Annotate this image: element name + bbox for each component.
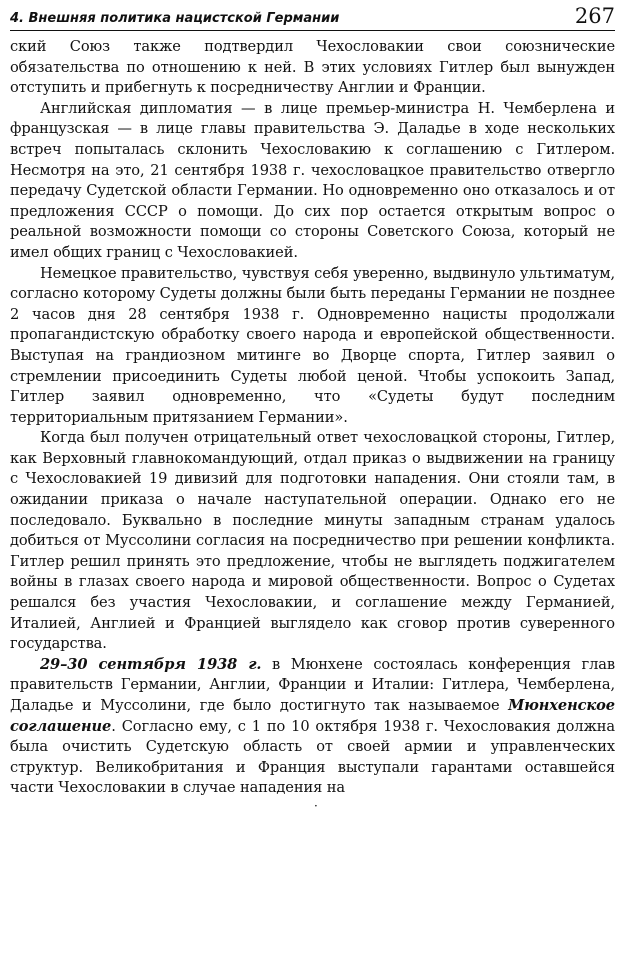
page-header	[10, 0, 615, 31]
stray-dot: ·	[314, 799, 318, 813]
paragraph: Когда был получен отрицательный ответ чехословацкой стороны, Гитлер, как Верховный главнокомандующий, отдал приказ о выдвижении на границу с Чехословакией 19 дивизий для подготовки нападения. Они стояли там, в ожидании приказа о начале наступательной операции. Однако его не последовало. Буквально в последние минуты западным странам удалось добиться от Муссолини согласия на посредничество при решении конфликта. Гитлер решил принять это предложение, чтобы не выглядеть поджигателем войны в глазах своего народа и мировой общественности. Вопрос о Судетах решался без участия Чехословакии, и соглашение между Германией, Италией, Англией и Францией выглядело как сговор против суверенного государства.	[10, 429, 615, 653]
paragraph-munich	[10, 655, 615, 799]
running-title: 4. Внешняя политика нацистской Германии	[10, 11, 340, 26]
paragraph-text: в Мюнхене состоялась конференция глав правительств Германии, Англии, Франции и Италии: Гитлера, Чемберлена, Даладье и Муссолини, где было достигнуто так называемое	[10, 655, 615, 714]
paragraph: ский Союз также подтвердил Чехословакии свои союзнические обязательства по отношению к ней. В этих условиях Гитлер был вынужден отступить и прибегнуть к посредничеству Англии и Франции.	[10, 38, 615, 97]
body-text	[10, 37, 615, 799]
paragraph-text: . Согласно ему, с 1 по 10 октября 1938 г. Чехословакия должна была очистить Судетскую область от своей армии и управленческих структур. Великобритания и Франция выступали гарантами оставшейся части Чехословакии в случае нападения на	[10, 717, 615, 797]
date-emphasis: 29–30 сентября 1938 г.	[40, 655, 262, 673]
term-emphasis: Мюнхенское соглашение	[10, 697, 615, 735]
page-number: 267	[574, 4, 615, 28]
paragraph: Английская дипломатия — в лице премьер-министра Н. Чемберлена и французская — в лице главы правительства Э. Даладье в ходе нескольких встреч попыталась склонить Чехословакию к соглашению с Гитлером. Несмотря на это, 21 сентября 1938 г. чехословацкое правительство отвергло передачу Судетской области Германии. Но одновременно оно отказалось и от предложения СССР о помощи. До сих пор остается открытым вопрос о реальной возможности помощи со стороны Советского Союза, который не имел общих границ с Чехословакией.	[10, 99, 615, 261]
paragraph: Немецкое правительство, чувствуя себя уверенно, выдвинуло ультиматум, согласно которому Судеты должны были быть переданы Германии не позднее 2 часов дня 28 сентября 1938 г. Одновременно нацисты продолжали пропагандистскую обработку своего народа и европейской общественности. Выступая на грандиозном митинге во Дворце спорта, Гитлер заявил о стремлении присоединить Судеты любой ценой. Чтобы успокоить Запад, Гитлер заявил одновременно, что «Судеты будут последним территориальным притязанием Германии».	[10, 264, 615, 426]
